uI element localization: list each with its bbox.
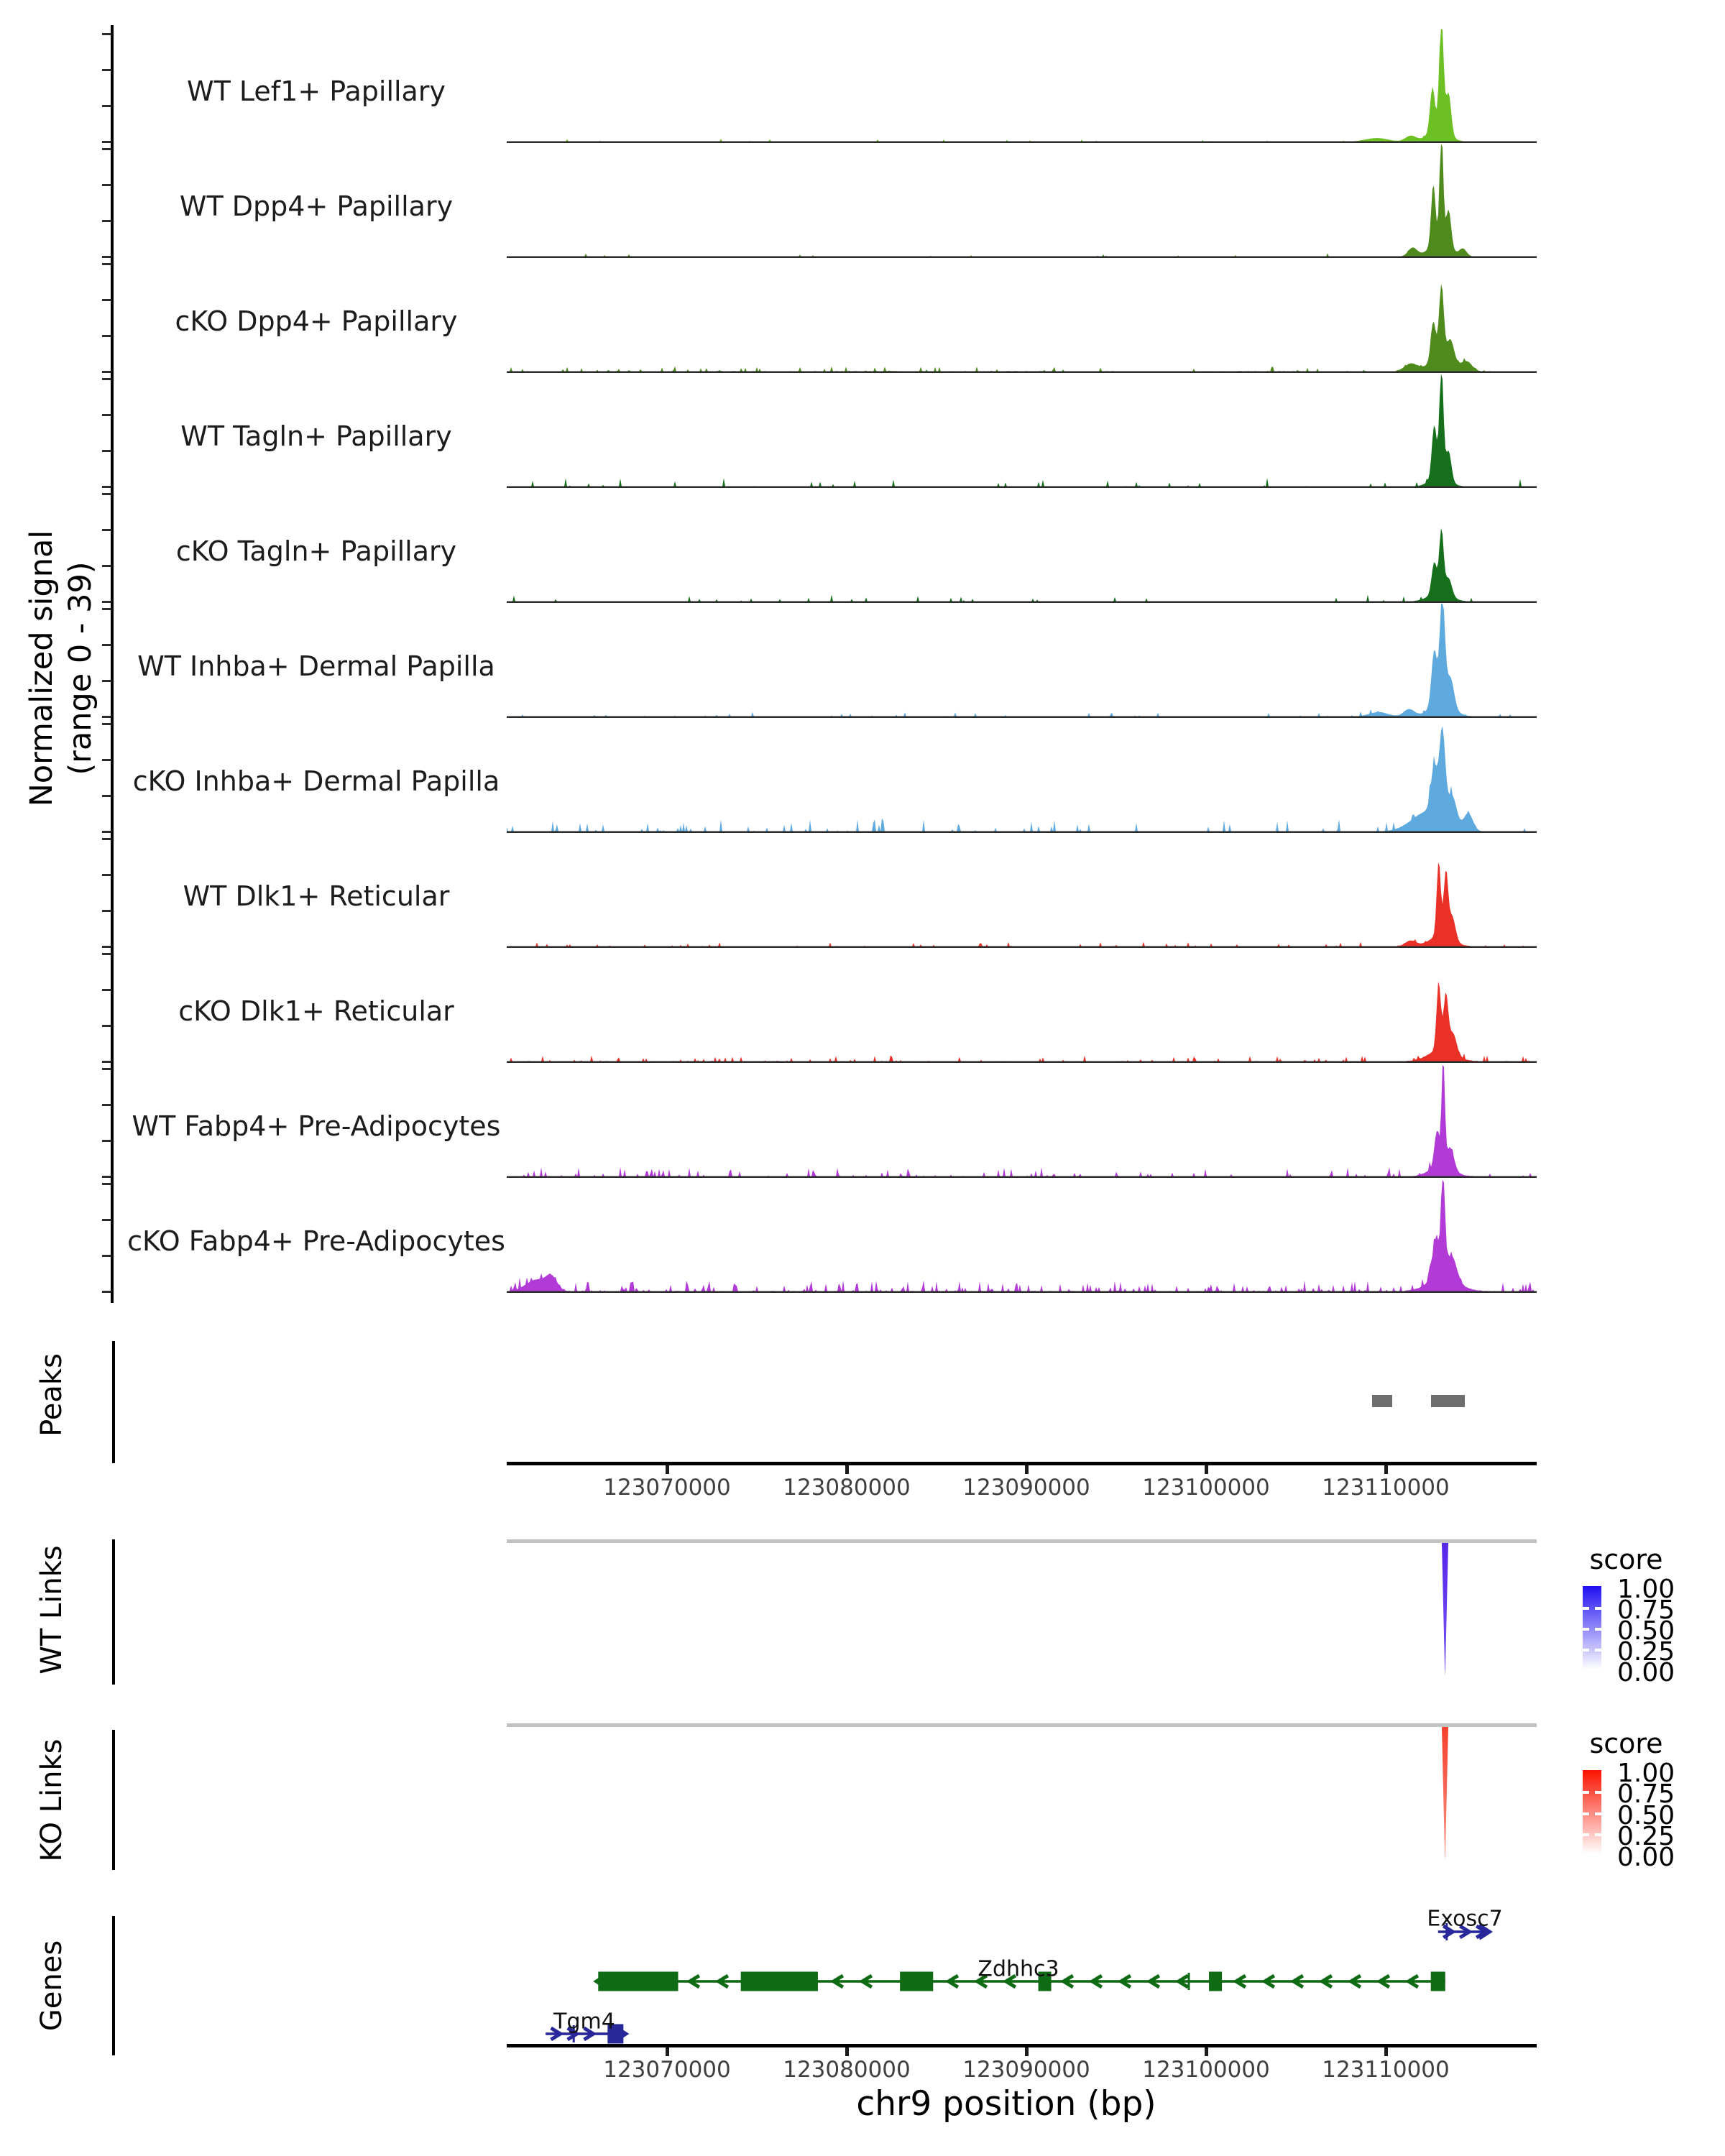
legend-colorbar-tick	[1595, 1833, 1601, 1836]
signal-y-tick	[102, 263, 111, 265]
signal-y-axis-label-line1: Normalized signal	[24, 530, 60, 807]
legend-tick-label: 0.50	[1617, 1801, 1675, 1830]
signal-y-tick	[102, 1068, 111, 1070]
peaks-bracket	[112, 1341, 115, 1463]
coverage-track-plot	[507, 259, 1537, 373]
track-label: cKO Dpp4+ Papillary	[175, 305, 458, 337]
ko-links-bracket	[112, 1730, 115, 1870]
genome-axis-tick	[1205, 1465, 1208, 1474]
signal-y-tick	[102, 759, 111, 761]
track-label: WT Inhba+ Dermal Papilla	[137, 650, 495, 682]
signal-y-tick	[102, 601, 111, 603]
signal-y-tick	[102, 1183, 111, 1185]
coverage-track-plot	[507, 489, 1537, 603]
legend-colorbar-tick	[1595, 1607, 1601, 1610]
coverage-track-plot	[507, 834, 1537, 948]
coverage-track-plot	[507, 374, 1537, 488]
signal-y-tick	[102, 486, 111, 488]
gene-exon-box	[1431, 1972, 1445, 1991]
wt-links-bracket	[112, 1539, 115, 1685]
legend-tick-label: 0.25	[1617, 1822, 1675, 1851]
wt-links-panel-label: WT Links	[35, 1545, 68, 1674]
signal-y-tick	[102, 299, 111, 301]
track-label: cKO Tagln+ Papillary	[175, 535, 457, 567]
genome-axis-tick	[845, 2047, 849, 2056]
track-label: cKO Inhba+ Dermal Papilla	[132, 765, 500, 797]
legend-tick-label: 0.50	[1617, 1616, 1675, 1646]
coverage-area	[507, 29, 1537, 142]
legend-tick-label: 0.00	[1617, 1658, 1675, 1687]
track-baseline	[507, 602, 1537, 604]
signal-y-tick	[102, 1219, 111, 1221]
genome-axis-tick	[1384, 1465, 1388, 1474]
signal-y-tick	[102, 378, 111, 380]
signal-y-tick	[102, 529, 111, 531]
coverage-area	[507, 726, 1537, 831]
legend-tick-label: 1.00	[1617, 1575, 1675, 1604]
signal-y-tick	[102, 148, 111, 150]
track-baseline	[507, 1291, 1537, 1294]
track-baseline	[507, 372, 1537, 374]
ko-links-baseline	[507, 1723, 1537, 1727]
signal-y-tick	[102, 874, 111, 876]
ko-links-panel-label: KO Links	[35, 1738, 68, 1862]
genes-panel-label: Genes	[35, 1940, 68, 2032]
signal-y-tick	[102, 1061, 111, 1063]
legend-colorbar-tick	[1583, 1812, 1589, 1815]
ko-link-line	[1442, 1727, 1448, 1861]
track-baseline	[507, 831, 1537, 834]
wt-links-baseline	[507, 1539, 1537, 1543]
track-baseline	[507, 1176, 1537, 1179]
signal-y-tick	[102, 953, 111, 955]
coverage-track-plot	[507, 604, 1537, 718]
legend-tick-label: 1.00	[1617, 1759, 1675, 1788]
track-label: cKO Dlk1+ Reticular	[178, 995, 454, 1027]
track-label: WT Fabp4+ Pre-Adipocytes	[132, 1110, 501, 1142]
coverage-area	[507, 144, 1537, 257]
coverage-area	[507, 284, 1537, 372]
signal-y-tick	[102, 644, 111, 646]
coverage-track-plot	[507, 949, 1537, 1063]
peak-interval-box	[1372, 1395, 1392, 1407]
signal-y-axis-label-line2: (range 0 - 39)	[63, 561, 98, 775]
genome-axis-tick-label: 123080000	[783, 1475, 911, 1501]
gene-name: Zdhhc3	[978, 1956, 1059, 1982]
track-baseline	[507, 257, 1537, 259]
coverage-area	[507, 604, 1537, 717]
track-baseline	[507, 142, 1537, 144]
legend-colorbar-tick	[1583, 1649, 1589, 1651]
wt-link-line	[1442, 1543, 1448, 1676]
track-baseline	[507, 487, 1537, 489]
legend-tick-label: 0.25	[1617, 1637, 1675, 1667]
genome-axis-tick	[1025, 1465, 1029, 1474]
legend-tick-label: 0.75	[1617, 1779, 1675, 1809]
genome-axis-tick-label: 123100000	[1142, 1475, 1270, 1501]
signal-y-tick	[102, 141, 111, 143]
signal-y-tick	[102, 256, 111, 258]
genome-axis-tick-label: 123090000	[962, 1475, 1090, 1501]
gene-name: Exosc7	[1427, 1906, 1503, 1932]
coverage-area	[507, 982, 1537, 1062]
legend-colorbar-tick	[1595, 1812, 1601, 1815]
genome-axis-tick-label: 123090000	[962, 2057, 1090, 2083]
coverage-track-plot	[507, 144, 1537, 258]
signal-y-tick	[102, 493, 111, 495]
genome-axis-tick	[1384, 2047, 1388, 2056]
signal-y-tick	[102, 723, 111, 725]
genome-axis-tick	[666, 2047, 669, 2056]
legend-colorbar-tick	[1595, 1649, 1601, 1651]
signal-y-tick	[102, 831, 111, 833]
genome-axis-tick-label: 123110000	[1322, 1475, 1450, 1501]
signal-y-tick	[102, 716, 111, 718]
signal-y-tick	[102, 371, 111, 373]
signal-y-tick	[102, 1176, 111, 1178]
ko-links-legend-title: score	[1589, 1728, 1663, 1759]
x-axis-title: chr9 position (bp)	[856, 2084, 1156, 2124]
gene-exon-box	[900, 1972, 933, 1991]
genome-axis-tick	[1025, 2047, 1029, 2056]
wt-links-legend-title: score	[1589, 1544, 1663, 1575]
coverage-area	[507, 862, 1537, 946]
legend-colorbar-tick	[1583, 1791, 1589, 1794]
signal-y-tick	[102, 414, 111, 416]
track-label: cKO Fabp4+ Pre-Adipocytes	[127, 1225, 505, 1257]
coverage-area	[507, 1065, 1537, 1176]
track-label: WT Dlk1+ Reticular	[183, 880, 450, 912]
track-label: WT Dpp4+ Papillary	[179, 190, 454, 222]
legend-colorbar-tick	[1595, 1628, 1601, 1631]
genome-axis-tick-label: 123110000	[1322, 2057, 1450, 2083]
genome-axis-tick	[1205, 2047, 1208, 2056]
coverage-track-plot	[507, 29, 1537, 143]
genome-axis-tick	[666, 1465, 669, 1474]
signal-y-tick	[102, 33, 111, 35]
signal-y-tick	[102, 946, 111, 948]
genome-axis-tick-label: 123080000	[783, 2057, 911, 2083]
genome-axis-upper-line	[507, 1462, 1537, 1465]
coverage-track-plot	[507, 719, 1537, 833]
track-baseline	[507, 946, 1537, 949]
genome-axis-tick	[845, 1465, 849, 1474]
signal-y-tick	[102, 1104, 111, 1106]
peak-interval-box	[1431, 1395, 1465, 1407]
signal-y-tick	[102, 69, 111, 71]
coverage-area	[507, 374, 1537, 487]
coverage-area	[507, 1179, 1537, 1291]
signal-y-tick	[102, 838, 111, 840]
genome-axis-bottom-line	[507, 2044, 1537, 2047]
peaks-panel-label: Peaks	[35, 1353, 68, 1437]
gene-exon-box	[1209, 1972, 1222, 1991]
signal-y-tick	[102, 184, 111, 186]
coverage-area	[507, 528, 1537, 602]
genome-axis-tick-label: 123070000	[603, 1475, 731, 1501]
gene-exon-tick	[1188, 1973, 1190, 1990]
gene-exon-box	[741, 1972, 818, 1991]
genome-axis-tick-label: 123100000	[1142, 2057, 1270, 2083]
coverage-track-plot	[507, 1179, 1537, 1293]
track-label: WT Lef1+ Papillary	[187, 75, 446, 107]
coverage-track-plot	[507, 1064, 1537, 1178]
signal-y-tick	[102, 989, 111, 991]
legend-colorbar-tick	[1583, 1833, 1589, 1836]
legend-tick-label: 0.75	[1617, 1595, 1675, 1625]
signal-y-tick	[102, 608, 111, 610]
track-baseline	[507, 717, 1537, 719]
legend-tick-label: 0.00	[1617, 1843, 1675, 1872]
genome-axis-tick-label: 123070000	[603, 2057, 731, 2083]
signal-y-tick	[102, 1291, 111, 1293]
legend-colorbar-tick	[1583, 1628, 1589, 1631]
track-label: WT Tagln+ Papillary	[180, 420, 452, 452]
gene-name: Tgm4	[553, 2009, 615, 2035]
legend-colorbar-tick	[1595, 1791, 1601, 1794]
track-baseline	[507, 1061, 1537, 1064]
legend-colorbar-tick	[1583, 1607, 1589, 1610]
gene-exon-box	[598, 1972, 678, 1991]
